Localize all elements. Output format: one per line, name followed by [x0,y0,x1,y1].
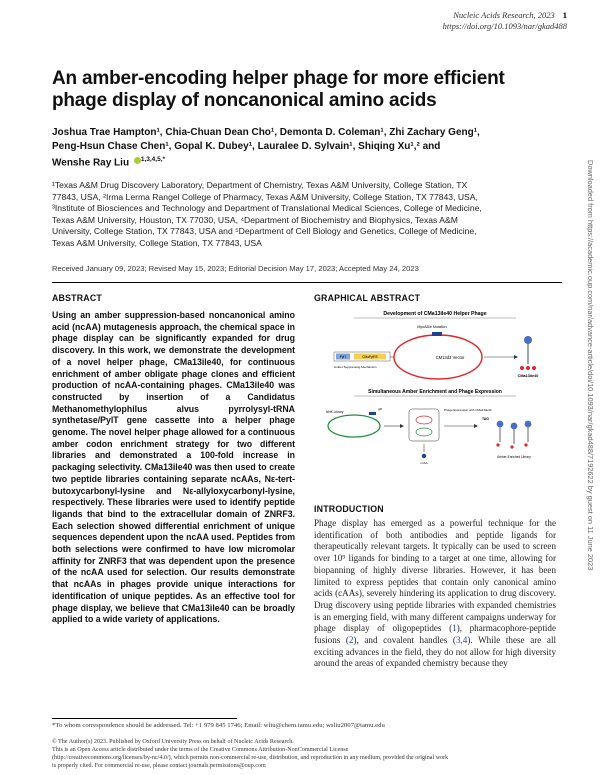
graphical-abstract-heading: GRAPHICAL ABSTRACT [314,293,421,303]
affil-line: Texas A&M University, Houston, TX 77030, USA, ⁴Department of Biochemistry and Biophysics, Texas A&M [52,214,458,225]
abstract-heading: ABSTRACT [52,293,102,303]
page-number: 1 [562,10,567,20]
graphical-abstract-figure [314,306,556,492]
pylrs-label: CMaPylRS [362,355,378,359]
ncaa-marker [422,454,426,458]
affil-line: University, College Station, TX 77843, USA and ⁵Department of Cell Biology and Genetics, College of Medicine, [52,226,477,237]
pylt-label: PylT [339,355,347,359]
download-sidebar: Downloaded from https://academic.oup.com/nar/advance-article/doi/10.1093/nar/gkad488/7192622 by guest on 11 June 2023 [586,160,595,571]
enriched-label: Amber-Enriched Library [497,455,531,459]
author-list [52,126,562,170]
orcid-icon[interactable] [134,157,141,164]
footnote-divider [52,718,237,719]
panel2-title: Simultaneous Amber Enrichment and Phage Expression [368,389,502,395]
copyright-block: © The Author(s) 2023. Published by Oxford University Press on behalf of Nucleic Acids Research. This is an Open Access article distributed under the terms of the Creative Commons Attribution-NonCommercial License (http://creativecommons.org/licenses/by-nc/4.0/), which permits non-commercial re-use, distribution, and reproduction in any medium, provided the original work is properly cited. For commercial re-use, please contact journals.permissions@oup.com [52,739,449,769]
tag-label: TAG [482,417,489,421]
correspondence-note: *To whom correspondence should be addressed. Tel: +1 979 845 1746; Email: wliu@chem.tamu.edu; wsliu2007@tamu.edu [52,722,385,729]
library-ring [328,415,380,437]
mutation-label: MyoAB/e Mutation [417,325,447,329]
abstract-text: Using an amber suppression-based noncanonical amino acid (ncAA) mutagenesis approach, the chemical space in phage display can be significantly expanded for drug discovery. In this work, we demonstrate the development of a novel helper phage, CMa13ile40, for continuous enrichment of amber obligate phage clones and efficient production of ncAA-containing phages. CMa13ile40 was constructed by insertion of a Candidatus Methanomethylophilus alvus pyrrolysyl-tRNA synthetase/PylT gene cassette into a helper phage genome. The novel helper phage allowed for a continuous amber codon enrichment strategy for two different libraries and demonstrated a 100-fold increase in packaging selectivity. CMa13ile40 was then used to create two peptide libraries containing separate ncAAs, Nε-tert-butoxycarbonyl-lysine and Nε-allyloxycarbonyl-lysine, respectively. These libraries were used to identify peptide ligands that bind to the extracellular domain of ZNRF3. Each selection showed differential enrichment of unique sequences dependent upon the ncAA used. Peptides from both selections were confirmed to have low micromolar affinity for ZNRF3 that was dependent upon the presence of the ncAA used for selection. Our results demonstrate that ncAAs in phages provide unique interactions for identification of unique peptides. As an effective tool for phage display, we believe that CMa13ile40 can be broadly applied to a wide variety of applications. [52,310,295,625]
journal-name: Nucleic Acids Research, 2023 [453,10,555,20]
article-dates: Received January 09, 2023; Revised May 15, 2023; Editorial Decision May 17, 2023; Accepted May 24, 2023 [52,264,419,273]
author-line-2: Peng-Hsun Chase Chen¹, Gopal K. Dubey¹, Lauralee D. Sylvain¹, Shiqing Xu¹,² and [52,140,441,152]
phage1-label: CMa13ile40 [517,374,539,378]
affil-line: ¹Texas A&M Drug Discovery Laboratory, Department of Chemistry, Texas A&M University, College Station, TX [52,180,468,190]
vector-label: CM13d3 Vector [435,355,465,360]
divider [52,282,562,283]
phage-icon-1 [520,336,536,370]
affil-line: Texas A&M University, College Station, TX 77843, USA [52,237,262,248]
affil-line: ³Institute of Biosciences and Technology and Department of Translational Medical Sciences, College of Medicine, [52,203,482,214]
intro-heading: INTRODUCTION [314,504,384,514]
enriched-phages [496,421,531,449]
figure-svg [314,306,556,492]
article-title: An amber-encoding helper phage for more efficient phage display of noncanonical amino acids [52,68,505,111]
author-line-3 [52,153,562,170]
affiliations [52,180,552,250]
ref-link[interactable]: 3,4 [455,635,468,646]
mutation-marker [432,332,442,336]
panel1-title: Development of CMa13ile40 Helper Phage [383,311,487,317]
nnk-label: NNK Library [326,410,344,414]
running-header [443,10,567,32]
author-line-1: Joshua Trae Hampton¹, Chia-Chuan Dean Cho¹, Demonta D. Coleman¹, Zhi Zachary Geng¹, [52,127,480,138]
expression-label: Phage Expression with CMa13ile40 [444,408,492,412]
ref-link[interactable]: 1 [452,623,457,634]
author-affil-sup: 1,3,4,5,* [140,156,166,163]
intro-text: Phage display has emerged as a powerful technique for the identification of both antibodies and peptide ligands for therapeutically relevant targets. It typically can be used to screen over 10⁹ ligands for binding to a target at one time, allowing for biopanning of highly diverse libraries. However, it has been limited to express peptides that contain only canonical amino acids (cAAs), severely hindering its application to drug discovery. Drug discovery using peptide libraries with expanded chemistries is an emerging field, with many different campaigns underway for phage display of oligopeptides (1), pharmacophore-peptide fusions (2), and covalent handles (3,4). While these are all exciting advances in the field, they do not allow for high diversity around the areas of expanded chemistry because they [314,518,557,669]
corresponding-author: Wenshe Ray Liu [52,157,130,169]
ncaa-label: ncAA [420,461,428,465]
doi-link[interactable]: https://doi.org/10.1093/nar/gkad488 [442,21,567,31]
ref-link[interactable]: 2 [348,635,354,646]
suppress-label: Amber Suppressing Mechanism [334,365,377,369]
affil-line: 77843, USA, ²Irma Lerma Rangel College of Pharmacy, Texas A&M University, College Station, TX 77843, USA, [52,191,478,202]
g3-label: gIII [378,407,383,411]
